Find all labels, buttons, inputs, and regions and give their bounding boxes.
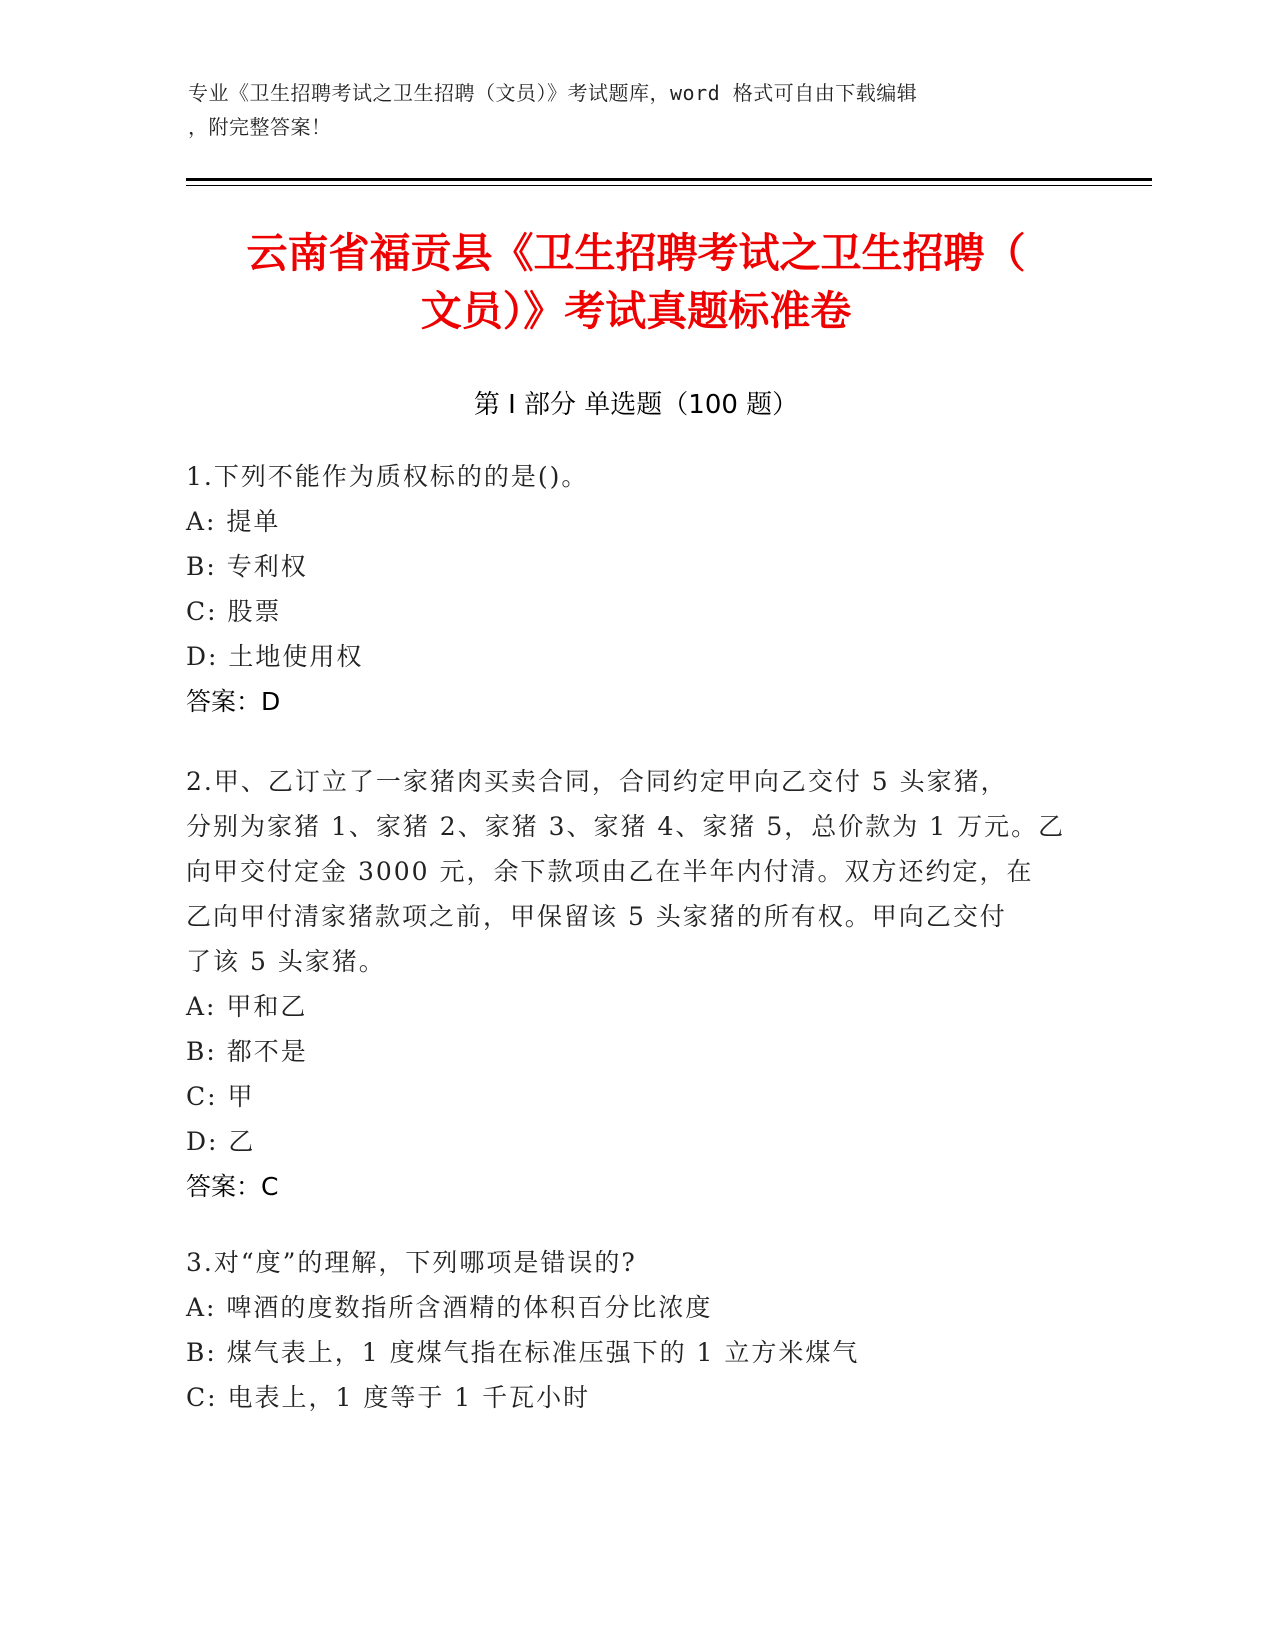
header-note-line-2: ，附完整答案！ (188, 115, 332, 139)
document-title (186, 224, 1086, 340)
header-note (188, 76, 1068, 144)
option-a: A: 啤酒的度数指所含酒精的体积百分比浓度 (186, 1293, 713, 1322)
option-c: C: 电表上，1 度等于 1 千瓦小时 (186, 1383, 591, 1412)
question-2 (186, 759, 1066, 1209)
option-b: B: 都不是 (186, 1037, 308, 1066)
header-note-line-1: 专业《卫生招聘考试之卫生招聘（文员）》考试题库，word 格式可自由下载编辑 (188, 81, 918, 105)
option-a: A: 甲和乙 (186, 992, 308, 1021)
question-stem: 1.下列不能作为质权标的的是()。 (186, 462, 589, 491)
question-stem-line: 分别为家猪 1、家猪 2、家猪 3、家猪 4、家猪 5，总价款为 1 万元。乙 (186, 812, 1066, 841)
question-1 (186, 454, 1066, 724)
header-divider-thin (186, 185, 1152, 186)
question-stem-line: 了该 5 头家猪。 (186, 947, 386, 976)
question-stem: 3.对“度”的理解，下列哪项是错误的? (186, 1248, 637, 1277)
option-c: C: 股票 (186, 597, 282, 626)
title-line-2: 文员）》考试真题标准卷 (420, 287, 852, 335)
option-d: D: 乙 (186, 1127, 256, 1156)
question-stem-line: 2.甲、乙订立了一家猪肉买卖合同，合同约定甲向乙交付 5 头家猪， (186, 767, 1008, 796)
question-3 (186, 1240, 1066, 1420)
option-b: B: 煤气表上，1 度煤气指在标准压强下的 1 立方米煤气 (186, 1338, 860, 1367)
option-c: C: 甲 (186, 1082, 255, 1111)
answer: 答案：D (186, 687, 281, 716)
option-a: A: 提单 (186, 507, 281, 536)
option-d: D: 土地使用权 (186, 642, 364, 671)
title-line-1: 云南省福贡县《卫生招聘考试之卫生招聘（ (246, 229, 1026, 277)
option-b: B: 专利权 (186, 552, 308, 581)
question-stem-line: 向甲交付定金 3000 元，余下款项由乙在半年内付清。双方还约定，在 (186, 857, 1034, 886)
section-heading: 第 I 部分 单选题（100 题） (473, 390, 799, 420)
answer: 答案：C (186, 1172, 279, 1201)
header-divider-thick (186, 178, 1152, 181)
question-stem-line: 乙向甲付清家猪款项之前，甲保留该 5 头家猪的所有权。甲向乙交付 (186, 902, 1007, 931)
